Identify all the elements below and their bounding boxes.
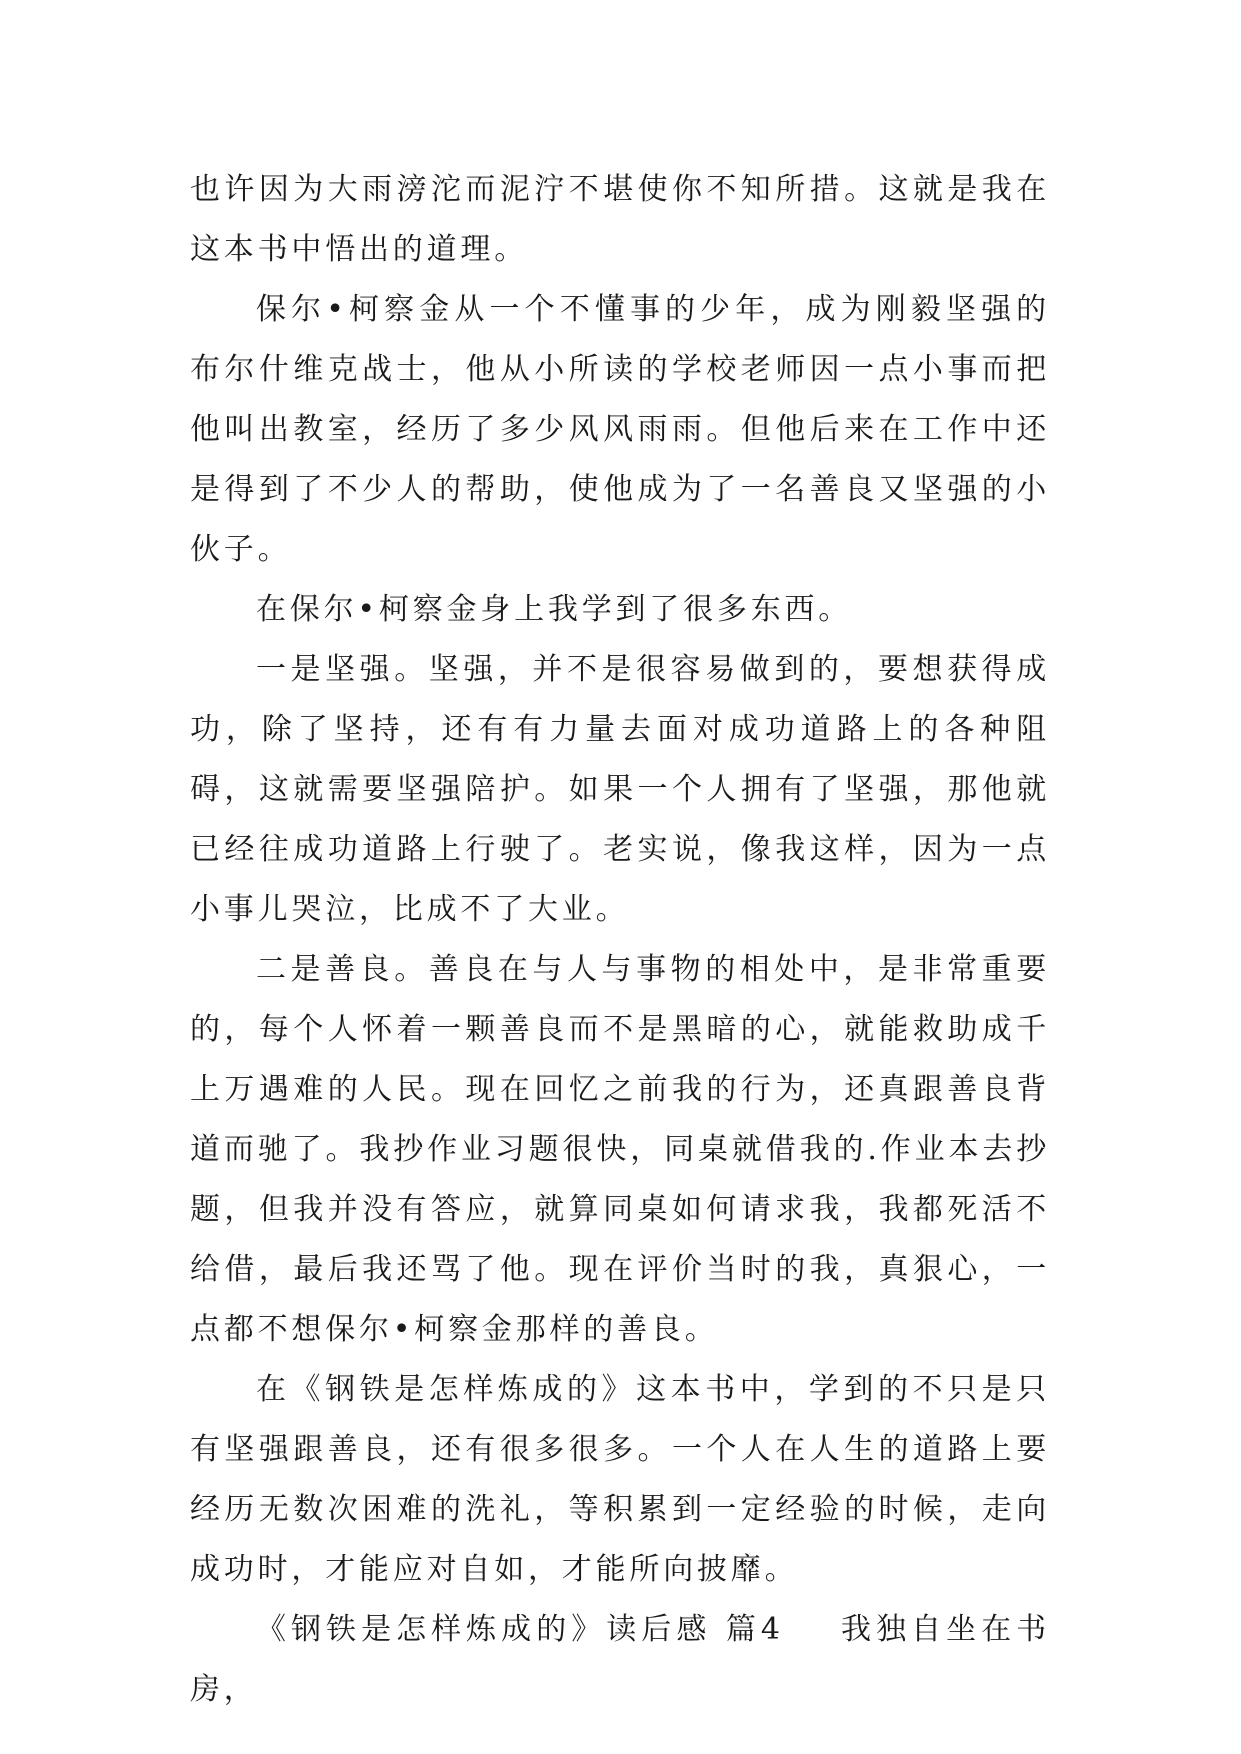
section-heading-line [190,1600,1050,1720]
document-page [190,160,1050,1720]
paragraph-6: 在《钢铁是怎样炼成的》这本书中，学到的不只是只有坚强跟善良，还有很多很多。一个人在人生的道路上要经历无数次困难的洗礼，等积累到一定经验的时候，走向成功时，才能应对自如，才能所向披靡。 [190,1372,1050,1587]
paragraph-1: 也许因为大雨滂沱而泥泞不堪使你不知所措。这就是我在这本书中悟出的道理。 [190,172,1050,267]
paragraph-2: 保尔•柯察金从一个不懂事的少年，成为刚毅坚强的布尔什维克战士，他从小所读的学校老师因一点小事而把他叫出教室，经历了多少风风雨雨。但他后来在工作中还是得到了不少人的帮助，使他成为了一名善良又坚强的小伙子。 [190,292,1050,567]
section-opening-text: 我独自坐在书房， [190,1612,1050,1707]
section-number: 篇4 [725,1612,784,1647]
paragraph-5: 二是善良。善良在与人与事物的相处中，是非常重要的，每个人怀着一颗善良而不是黑暗的心，就能救助成千上万遇难的人民。现在回忆之前我的行为，还真跟善良背道而驰了。我抄作业习题很快，同桌就借我的.作业本去抄题，但我并没有答应，就算同桌如何请求我，我都死活不给借，最后我还骂了他。现在评价当时的我，真狠心，一点都不想保尔•柯察金那样的善良。 [190,952,1050,1347]
paragraph-4: 一是坚强。坚强，并不是很容易做到的，要想获得成功，除了坚持，还有有力量去面对成功道路上的各种阻碍，这就需要坚强陪护。如果一个人拥有了坚强，那他就已经往成功道路上行驶了。老实说，像我这样，因为一点小事儿哭泣，比成不了大业。 [190,652,1050,927]
section-heading: 《钢铁是怎样炼成的》读后感 [256,1612,712,1647]
paragraph-3: 在保尔•柯察金身上我学到了很多东西。 [256,592,853,627]
